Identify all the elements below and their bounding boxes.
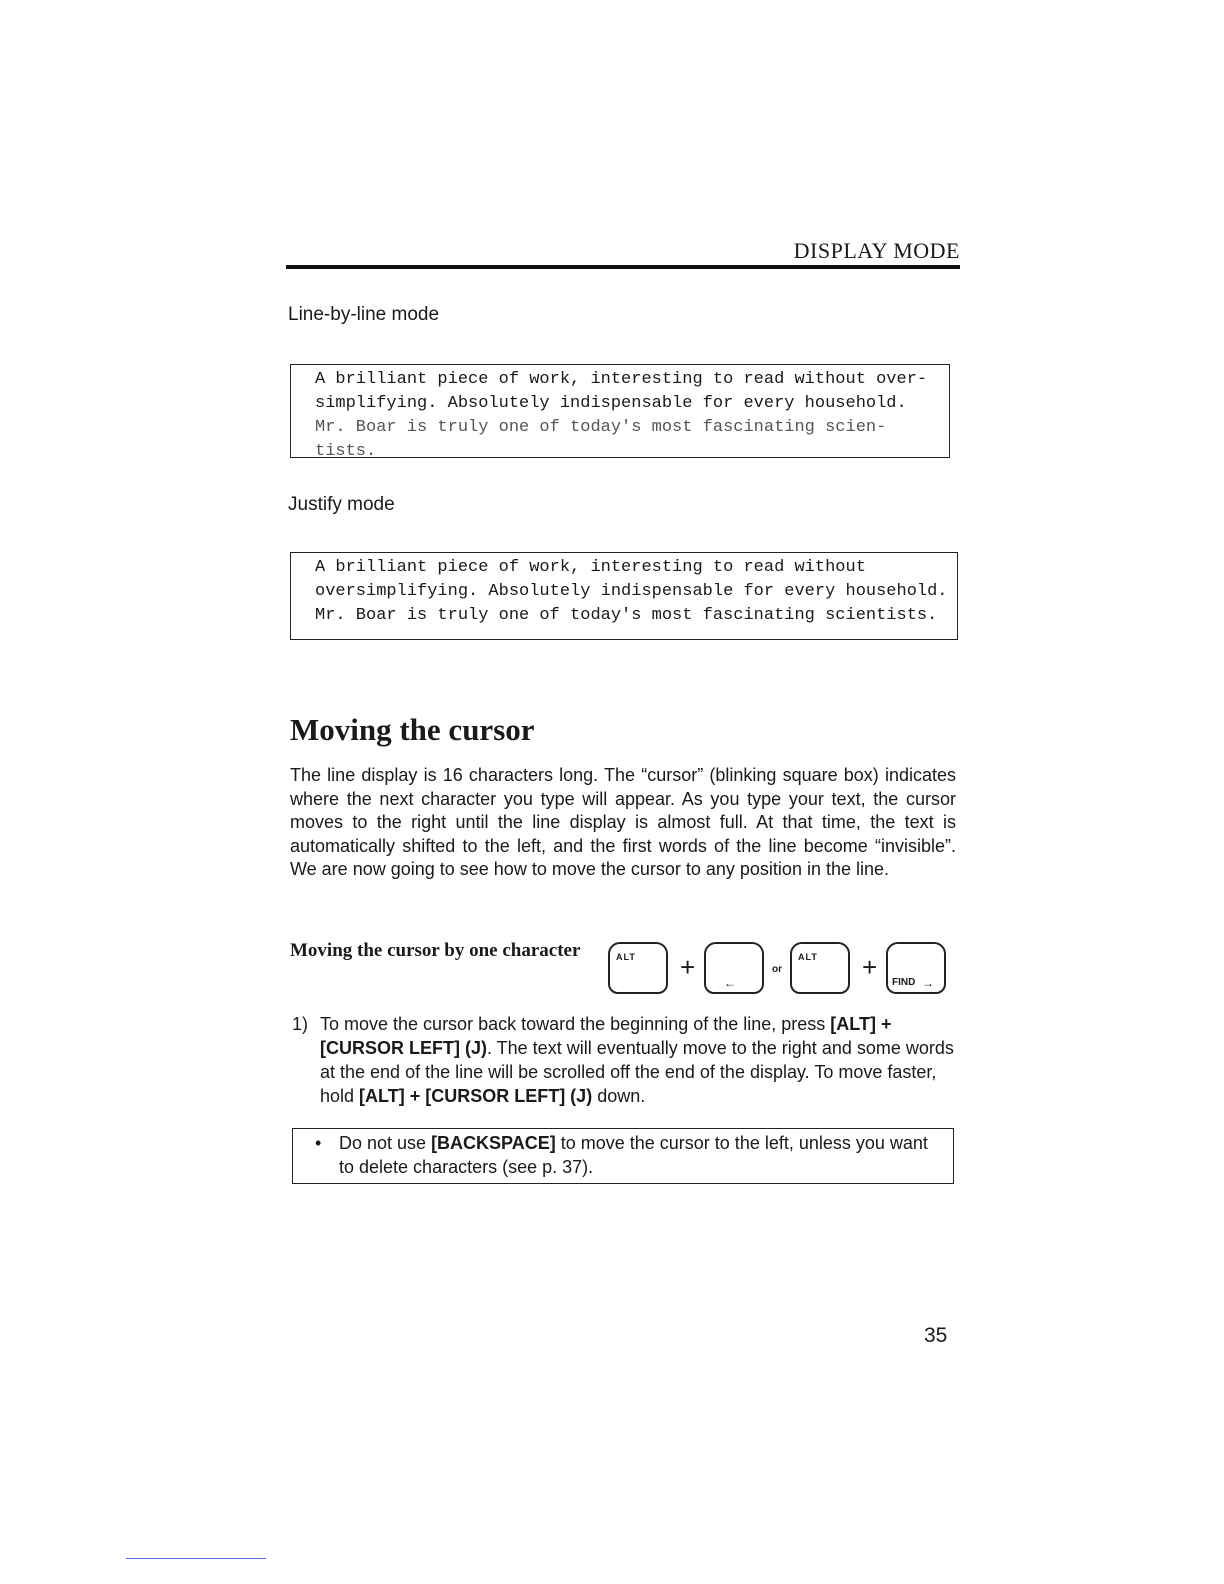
line-by-line-label: Line-by-line mode — [288, 304, 440, 325]
plus-sign: + — [680, 952, 696, 982]
key-legend: ALT — [798, 952, 818, 962]
note-box — [292, 1128, 954, 1184]
left-arrow-icon: ← — [724, 976, 736, 990]
note-text-part: to move the cursor to the left, unless you want to delete characters (see p. 37). — [339, 1133, 928, 1177]
step-text — [320, 1012, 958, 1108]
running-head: DISPLAY MODE — [793, 238, 960, 263]
step-number: 1) — [292, 1014, 309, 1034]
step-text-part: down. — [592, 1086, 646, 1106]
or-word: or — [772, 964, 782, 975]
key-reference: [BACKSPACE] — [431, 1133, 556, 1153]
alt-key-icon — [790, 942, 850, 994]
note-text-part: Do not use — [339, 1133, 432, 1153]
cursor-left-key-icon — [704, 942, 764, 994]
key-reference: [ALT] + [CURSOR LEFT] (J) — [320, 1014, 892, 1058]
subsection-title: Moving the cursor by one character — [290, 940, 581, 961]
display-line: oversimplifying. Absolutely indispensable for every household. — [315, 582, 948, 601]
display-line: simplifying. Absolutely indispensable for every household. — [315, 394, 907, 413]
key-legend: ALT — [616, 952, 636, 962]
step-1 — [292, 1012, 958, 1108]
section-title: Moving the cursor — [290, 712, 535, 747]
display-line: A brilliant piece of work, interesting to read without — [315, 558, 866, 577]
display-line: Mr. Boar is truly one of today's most fascinating scien- — [315, 418, 887, 437]
line-by-line-display — [290, 364, 950, 461]
justify-display — [290, 552, 958, 640]
alt-key-icon — [608, 942, 668, 994]
display-line: A brilliant piece of work, interesting to read without over- — [315, 370, 928, 389]
find-key-icon — [886, 942, 946, 994]
bullet: • — [315, 1133, 322, 1153]
key-legend: FIND — [892, 977, 916, 988]
corner-link-underline — [126, 1558, 266, 1559]
key-reference: [ALT] + [CURSOR LEFT] (J) — [359, 1086, 593, 1106]
display-line: Mr. Boar is truly one of today's most fascinating scientists. — [315, 606, 938, 625]
page-number: 35 — [924, 1324, 948, 1347]
justify-label: Justify mode — [288, 494, 395, 515]
header-rule — [286, 265, 960, 269]
right-arrow-icon: → — [922, 976, 934, 990]
step-text-part: To move the cursor back toward the beginning of the line, press — [320, 1014, 831, 1034]
step-text-part: . The text will eventually move to the right and some words at the end of the line will be scrolled off the end of the display. To move faster, hold — [320, 1038, 954, 1106]
plus-sign: + — [862, 952, 878, 982]
display-line: tists. — [315, 442, 377, 461]
section-paragraph: The line display is 16 characters long. The “cursor” (blinking square box) indicates where the next character you type will appear. As you type your text, the cursor moves to the right until the line display is almost full. At that time, the text is automatically shifted to the left, and the first words of the line become “invisible”. We are now going to see how to move the cursor to any position in the line. — [290, 765, 956, 879]
key-combination-diagram — [608, 942, 948, 1002]
note-text — [339, 1131, 937, 1179]
